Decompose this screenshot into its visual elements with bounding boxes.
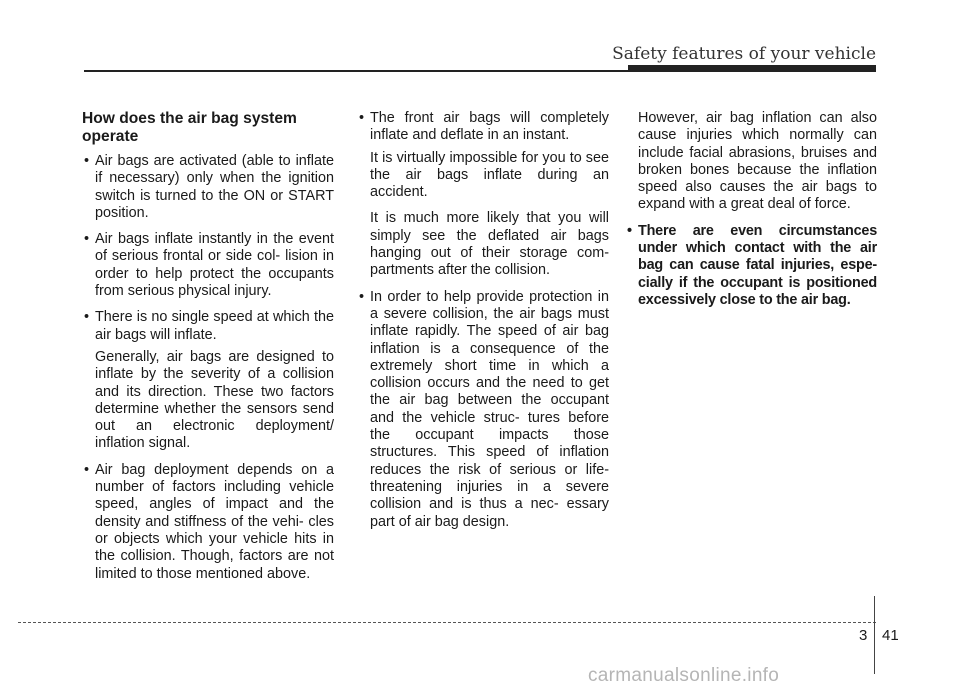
header-accent-bar: [628, 65, 876, 72]
paragraph: However, air bag inflation can also cause injuries which normally can include facial abrasions, bruises and broken bones because the inflation speed also causes the air bags to expand with a great deal of force.: [638, 110, 877, 213]
bullet-list-3: [357, 110, 609, 145]
page-number-separator: [874, 596, 875, 674]
footer-dashed-rule: [18, 622, 876, 623]
section-heading: How does the air bag system operate: [82, 110, 297, 145]
warning-bullet-item: • There are even circumstances under which contact with the air bag can cause fatal injuries, espe- cially if the occupant is positioned excessively close to the air bag.: [625, 223, 877, 309]
watermark: carmanualsonline.info: [588, 665, 780, 686]
section-header-title: Safety features of your vehicle: [612, 44, 876, 64]
bullet-item: • There is no single speed at which the air bags will inflate.: [82, 309, 334, 344]
chapter-number: 3: [859, 627, 868, 644]
text-column-1: [82, 110, 334, 592]
bullet-item: • In order to help provide protection in a severe collision, the air bags must inflate rapidly. The speed of air bag inflation is a consequence of the extremely short time in which a collision occurs and the need to get the air bag between the occupant and the vehicle struc- tures before the occupant impacts those structures. This speed of inflation reduces the risk of serious or life-threatening injuries in a severe collision and is thus a nec- essary part of air bag design.: [357, 289, 609, 531]
bullet-item: • The front air bags will completely inflate and deflate in an instant.: [357, 110, 609, 145]
bullet-list-4: [357, 289, 609, 531]
paragraph: It is much more likely that you will simply see the deflated air bags hanging out of their storage com- partments after the collision.: [370, 210, 609, 279]
paragraph: Generally, air bags are designed to inflate by the severity of a collision and its direction. These two factors determine whether the sensors send out an electronic deployment/ inflation signal.: [95, 348, 334, 452]
paragraph: It is virtually impossible for you to see the air bags inflate during an accident.: [370, 149, 609, 201]
bullet-list-2: [82, 462, 334, 583]
bullet-list-1: [82, 153, 334, 344]
page-number: 41: [882, 627, 899, 644]
text-column-3: [625, 110, 877, 318]
bullet-item: • Air bags are activated (able to inflate if necessary) only when the ignition switch is turned to the ON or START position.: [82, 153, 334, 222]
bullet-item: • Air bag deployment depends on a number of factors including vehicle speed, angles of impact and the density and stiffness of the vehi- cles or objects which your vehicle hits in the collision. Though, factors are not limited to those mentioned above.: [82, 462, 334, 583]
text-column-2: [357, 110, 609, 540]
bullet-list-5: [625, 223, 877, 309]
bullet-item: • Air bags inflate instantly in the event of serious frontal or side col- lision in order to help protect the occupants from serious physical injury.: [82, 231, 334, 300]
